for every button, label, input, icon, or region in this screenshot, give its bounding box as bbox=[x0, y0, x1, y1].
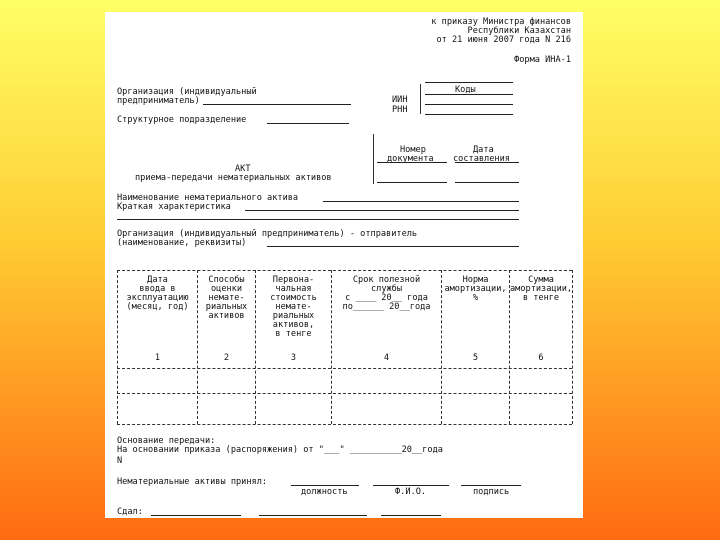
basis-label: Основание передачи: bbox=[117, 436, 216, 446]
table-header-col-4: Срок полезной службы с ____ 20__ года по______ 20__года bbox=[342, 275, 431, 312]
codes-box-top bbox=[425, 82, 513, 83]
sig-position-caption: должность bbox=[301, 487, 348, 497]
doc-box-divider-1 bbox=[377, 162, 447, 163]
short-description-field-2 bbox=[117, 219, 519, 220]
act-subtitle: приема-передачи нематериальных активов bbox=[135, 173, 332, 183]
table-col-number-1: 1 bbox=[154, 353, 161, 363]
table-top-border bbox=[117, 270, 572, 271]
short-description-label: Краткая характеристика bbox=[117, 202, 231, 212]
sig-signature-caption: подпись bbox=[473, 487, 510, 497]
table-bottom-border bbox=[117, 424, 572, 425]
asset-name-field bbox=[323, 201, 519, 202]
header-line-1: к приказу Министра финансов bbox=[431, 17, 571, 27]
table-col-line-6 bbox=[572, 270, 573, 424]
codes-title: Коды bbox=[455, 85, 476, 95]
handed-label: Сдал: bbox=[117, 507, 143, 517]
doc-number-label-1: Номер bbox=[400, 145, 426, 155]
handed-signature-field bbox=[381, 515, 441, 516]
doc-date-label-2: составления bbox=[453, 154, 510, 164]
table-header-col-1: Дата ввода в эксплуатацию (месяц, год) bbox=[126, 275, 189, 312]
order-line: На основании приказа (распоряжения) от "___" __________20__года bbox=[117, 445, 443, 455]
table-row-divider bbox=[117, 393, 572, 394]
table-header-col-5: Норма амортизации, % bbox=[444, 275, 507, 303]
sender-label-1: Организация (индивидуальный предприниматель) - отправитель bbox=[117, 229, 418, 239]
accepted-name-field bbox=[373, 485, 449, 486]
act-title: АКТ bbox=[235, 164, 251, 174]
document-page bbox=[105, 12, 583, 518]
table-col-number-5: 5 bbox=[472, 353, 479, 363]
codes-rnn-value bbox=[425, 114, 513, 115]
doc-date-label-1: Дата bbox=[473, 145, 494, 155]
accepted-signature-field bbox=[461, 485, 521, 486]
table-header-col-6: Сумма амортизации, в тенге bbox=[510, 275, 573, 303]
doc-box-left bbox=[373, 134, 374, 184]
table-col-number-2: 2 bbox=[223, 353, 230, 363]
sender-label-2: (наименование, реквизиты) bbox=[117, 238, 247, 248]
doc-number-field bbox=[377, 182, 447, 183]
codes-iin-value bbox=[425, 104, 513, 105]
sender-field bbox=[267, 246, 519, 247]
codes-rnn-label: РНН bbox=[392, 105, 408, 115]
table-col-number-4: 4 bbox=[383, 353, 390, 363]
accepted-label: Нематериальные активы принял: bbox=[117, 477, 268, 487]
organization-label-1: Организация (индивидуальный bbox=[117, 87, 257, 97]
doc-box-divider-2 bbox=[455, 162, 519, 163]
header-line-2: Республики Казахстан bbox=[467, 26, 571, 36]
short-description-field bbox=[245, 210, 519, 211]
department-label: Структурное подразделение bbox=[117, 115, 247, 125]
sig-name-caption: Ф.И.О. bbox=[395, 487, 427, 497]
form-name: Форма ИНА-1 bbox=[514, 55, 571, 65]
codes-iin-label: ИИН bbox=[392, 95, 408, 105]
organization-field bbox=[203, 104, 351, 105]
doc-date-field bbox=[455, 182, 519, 183]
table-header-bottom bbox=[117, 368, 572, 369]
organization-label-2: предприниматель) bbox=[117, 96, 200, 106]
codes-box-divider bbox=[425, 94, 513, 95]
table-header-col-3: Первона- чальная стоимость немате- риальных активов, в тенге bbox=[270, 275, 317, 339]
table-col-number-6: 6 bbox=[538, 353, 544, 363]
table-header-col-2: Способы оценки немате- риальных активов bbox=[205, 275, 248, 321]
doc-number-label-2: документа bbox=[387, 154, 434, 164]
accepted-position-field bbox=[291, 485, 359, 486]
handed-name-field bbox=[259, 515, 367, 516]
order-number-label: N bbox=[117, 456, 123, 466]
department-field bbox=[267, 123, 349, 124]
asset-name-label: Наименование нематериального актива bbox=[117, 193, 299, 203]
handed-position-field bbox=[151, 515, 241, 516]
header-line-3: от 21 июня 2007 года N 216 bbox=[436, 35, 571, 45]
table-col-number-3: 3 bbox=[290, 353, 297, 363]
codes-box-left bbox=[420, 84, 421, 114]
